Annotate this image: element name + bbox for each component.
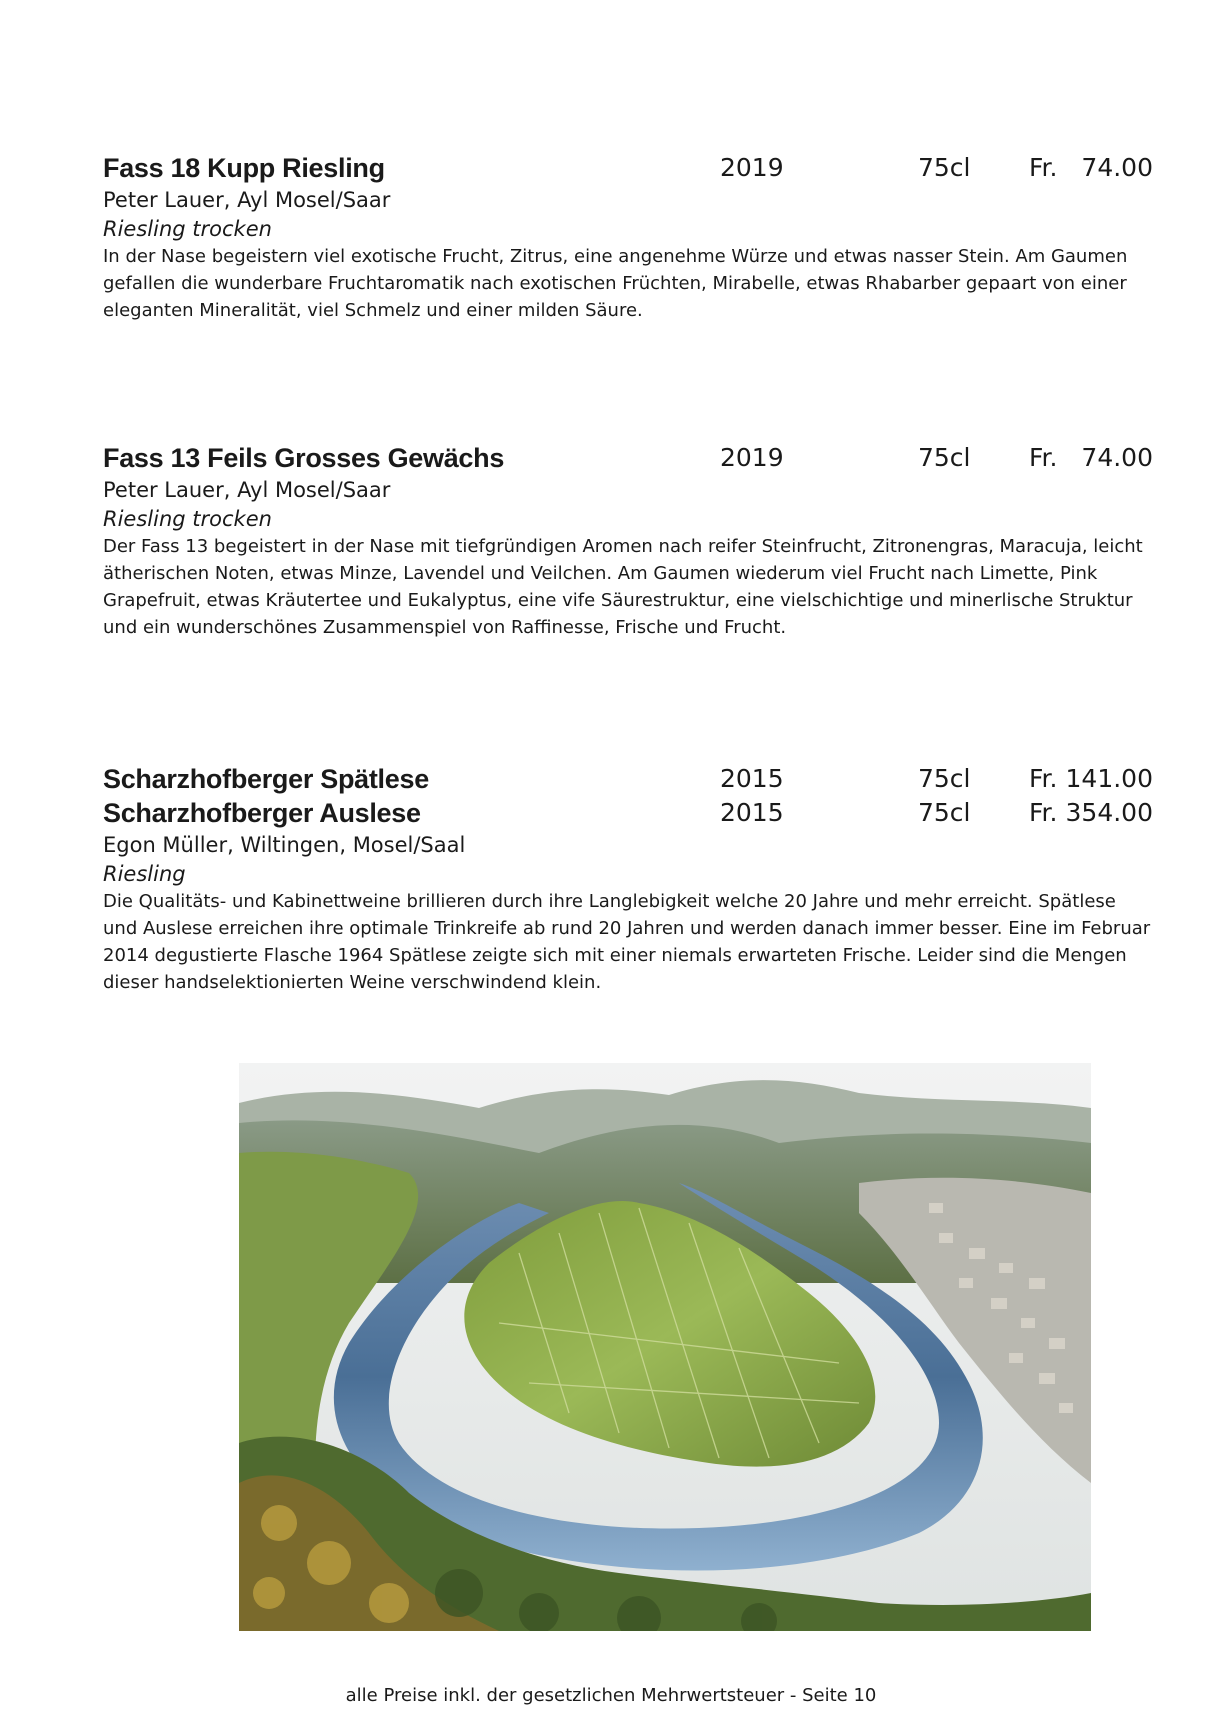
wine-vintage: 2019 — [720, 443, 784, 472]
page-footer: alle Preise inkl. der gesetzlichen Mehrwertsteuer - Seite 10 — [345, 1685, 877, 1706]
wine-entry-scharzhofberger — [103, 762, 1153, 996]
currency: Fr. — [1029, 764, 1058, 793]
wine-row — [103, 441, 1153, 475]
price: 74.00 — [1081, 443, 1153, 472]
wine-vintage: 2019 — [720, 153, 784, 182]
bottle-size: 75cl — [918, 764, 971, 793]
tasting-note: Die Qualitäts- und Kabinettweine brillieren durch ihre Langlebigkeit welche 20 Jahre und mehr erreicht. Spätlese und Auslese erreichen ihre optimale Trinkreife ab rund 20 Jahren und werden danach immer besser. Eine im Februar 2014 degustierte Flasche 1964 Spätlese zeigte sich mit einer niemals erwarteten Frische. Leider sind die Mengen dieser handselektionierten Weine verschwindend klein. — [103, 891, 1151, 993]
wine-name: Fass 13 Feils Grosses Gewächs — [103, 443, 505, 473]
landscape-illustration — [239, 1063, 1091, 1631]
wine-entry-fass-13 — [103, 441, 1153, 641]
wine-name: Fass 18 Kupp Riesling — [103, 153, 385, 183]
producer: Peter Lauer, Ayl Mosel/Saar — [103, 478, 391, 502]
price: 354.00 — [1065, 798, 1153, 827]
wine-vintage: 2015 — [720, 798, 784, 827]
wine-vintage: 2015 — [720, 764, 784, 793]
moselle-river-bend-photo — [239, 1063, 1091, 1631]
wine-name: Scharzhofberger Spätlese — [103, 764, 429, 794]
price: 74.00 — [1081, 153, 1153, 182]
price: 141.00 — [1065, 764, 1153, 793]
currency: Fr. — [1029, 798, 1058, 827]
grape-variety: Riesling trocken — [103, 217, 272, 241]
wine-entry-fass-18 — [103, 151, 1153, 324]
currency: Fr. — [1029, 153, 1058, 182]
bottle-size: 75cl — [918, 798, 971, 827]
currency: Fr. — [1029, 443, 1058, 472]
tasting-note: In der Nase begeistern viel exotische Frucht, Zitrus, eine angenehme Würze und etwas nasser Stein. Am Gaumen gefallen die wunderbare Fruchtaromatik nach exotischen Früchten, Mirabelle, etwas Rhabarber gepaart von einer eleganten Mineralität, viel Schmelz und einer milden Säure. — [103, 246, 1128, 321]
grape-variety: Riesling — [103, 862, 186, 886]
wine-row — [103, 151, 1153, 185]
wine-name: Scharzhofberger Auslese — [103, 798, 421, 828]
bottle-size: 75cl — [918, 443, 971, 472]
wine-row — [103, 762, 1153, 796]
wine-row — [103, 796, 1153, 830]
bottle-size: 75cl — [918, 153, 971, 182]
grape-variety: Riesling trocken — [103, 507, 272, 531]
producer: Egon Müller, Wiltingen, Mosel/Saal — [103, 833, 466, 857]
producer: Peter Lauer, Ayl Mosel/Saar — [103, 188, 391, 212]
tasting-note: Der Fass 13 begeistert in der Nase mit tiefgründigen Aromen nach reifer Steinfrucht, Zitronengras, Maracuja, leicht ätherischen Noten, etwas Minze, Lavendel und Veilchen. Am Gaumen wiederum viel Frucht nach Limette, Pink Grapefruit, etwas Kräutertee und Eukalyptus, eine vife Säurestruktur, eine vielschichtige und minerlische Struktur und ein wunderschönes Zusammenspiel von Raffinesse, Frische und Frucht. — [103, 536, 1143, 638]
